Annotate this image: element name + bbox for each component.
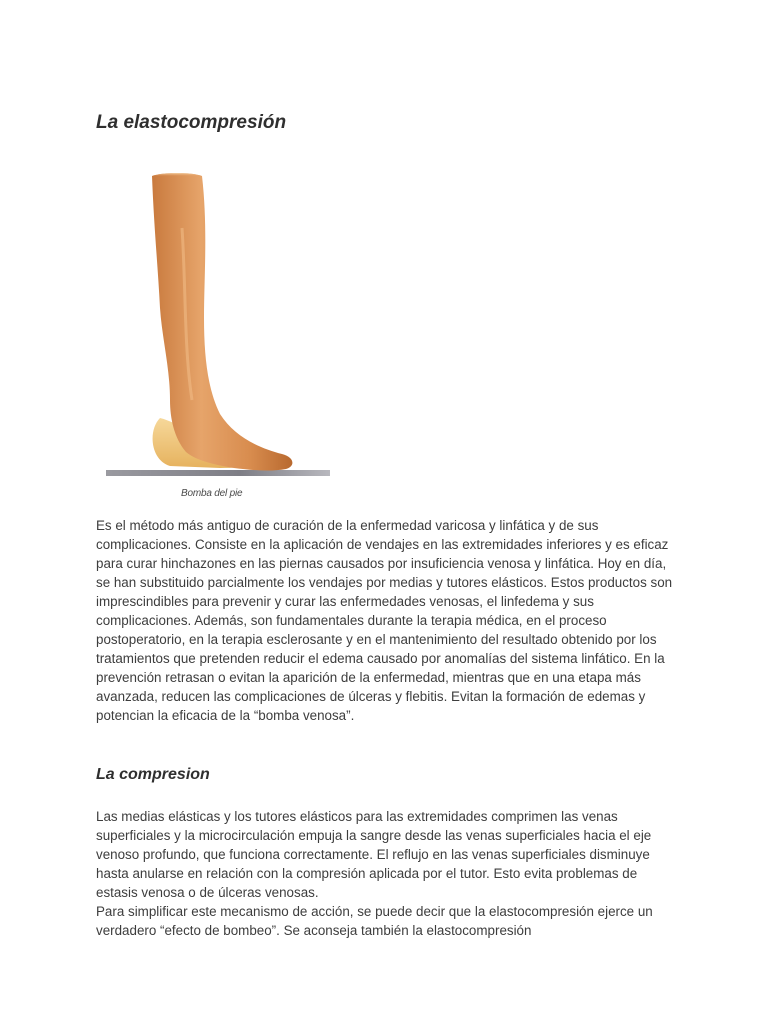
floor-line [106, 470, 330, 476]
paragraph-pump-effect: Para simplificar este mecanismo de acción, se puede decir que la elastocompresión ejerce un verdadero “efecto de bombeo”. Se aconseja también la elastocompresión [96, 904, 653, 938]
figure-caption: Bomba del pie [181, 488, 243, 499]
paragraph-intro: Es el método más antiguo de curación de la enfermedad varicosa y linfática y de sus complicaciones. Consiste en la aplicación de vendajes en las extremidades inferiores y es eficaz para curar hinchazones en las piernas causados por insuficiencia venosa y linfática. Hoy en día, se han substituido parcialmente los vendajes por medias y tutores elásticos. Estos productos son imprescindibles para prevenir y curar las enfermedades venosas, el linfedema y sus complicaciones. Además, son fundamentales durante la terapia médica, en el proceso postoperatorio, en la terapia esclerosante y en el mantenimiento del resultado obtenido por los tratamientos que pretenden reducir el edema causado por anomalías del sistema linfático. En la prevención retrasan o evitan la aparición de la enfermedad, mientras que en una etapa más avanzada, reducen las complicaciones de úlceras y flebitis. Evitan la formación de edemas y potencian la eficacia de la “bomba venosa”. [96, 518, 673, 723]
paragraph-compression: Las medias elásticas y los tutores elásticos para las extremidades comprimen las venas superficiales y la microcirculación empuja la sangre desde las venas superficiales hacia el eje venoso profundo, que funciona correctamente. El reflujo en las venas superficiales disminuye hasta anularse en relación con la compresión aplicada por el tutor. Esto evita problemas de estasis venosa o de úlceras venosas. [96, 809, 652, 900]
page-title: La elastocompresión [96, 112, 287, 133]
leg-foot-image [100, 168, 340, 488]
section-heading: La compresion [96, 766, 210, 783]
foot-illustration [100, 168, 340, 508]
